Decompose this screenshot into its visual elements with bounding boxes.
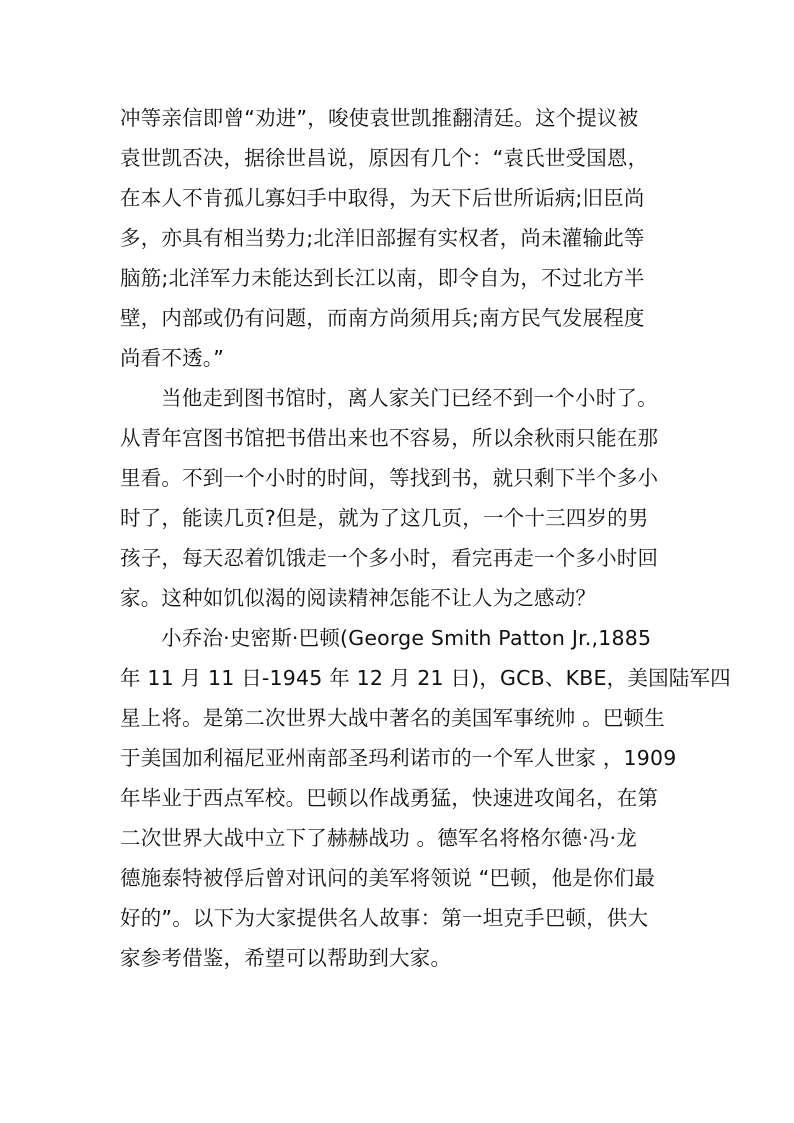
text-line: 孩子，每天忍着饥饿走一个多小时，看完再走一个多小时回 xyxy=(120,546,659,570)
document-body xyxy=(120,98,731,978)
text-line: 年毕业于西点军校。巴顿以作战勇猛，快速进攻闻名，在第 xyxy=(120,786,659,810)
text-line: 于美国加利福尼亚州南部圣玛利诺市的一个军人世家 ，1909 xyxy=(120,746,677,770)
text-line: 多，亦具有相当势力;北洋旧部握有实权者，尚未灌输此等 xyxy=(120,226,645,250)
text-line: 冲等亲信即曾“劝进”，唆使袁世凯推翻清廷。这个提议被 xyxy=(120,106,639,130)
text-line: 星上将。是第二次世界大战中著名的美国军事统帅 。巴顿生 xyxy=(120,706,665,730)
paragraph-1 xyxy=(120,98,680,378)
text-line: 家。这种如饥似渴的阅读精神怎能不让人为之感动？ xyxy=(120,586,597,610)
text-line: 从青年宫图书馆把书借出来也不容易，所以余秋雨只能在那 xyxy=(120,426,659,450)
paragraph-3 xyxy=(120,618,731,978)
text-line: 时了，能读几页?但是，就为了这几页，一个十三四岁的男 xyxy=(120,506,649,530)
text-line: 当他走到图书馆时，离人家关门已经不到一个小时了。 xyxy=(161,386,658,410)
text-line: 壁，内部或仍有问题，而南方尚须用兵;南方民气发展程度 xyxy=(120,306,645,330)
text-line: 二次世界大战中立下了赫赫战功 。德军名将格尔德·冯·龙 xyxy=(120,826,637,850)
text-line: 德施泰特被俘后曾对讯问的美军将领说 “巴顿，他是你们最 xyxy=(120,866,656,890)
text-line: 在本人不肯孤儿寡妇手中取得，为天下后世所诟病;旧臣尚 xyxy=(120,186,645,210)
text-line: 家参考借鉴，希望可以帮助到大家。 xyxy=(120,946,452,970)
text-line: 里看。不到一个小时的时间，等找到书，就只剩下半个多小 xyxy=(120,466,659,490)
text-line: 袁世凯否决，据徐世昌说，原因有几个：“袁氏世受国恩， xyxy=(120,146,649,170)
text-line: 脑筋;北洋军力未能达到长江以南，即令自为，不过北方半 xyxy=(120,266,645,290)
paragraph-2 xyxy=(120,378,680,618)
text-line: 好的”。以下为大家提供名人故事：第一坦克手巴顿，供大 xyxy=(120,906,649,930)
text-line: 年 11 月 11 日-1945 年 12 月 21 日)，GCB、KBE，美国陆军四 xyxy=(120,666,731,690)
text-line: 小乔治·史密斯·巴顿(George Smith Patton Jr.,1885 xyxy=(161,626,652,650)
text-line: 尚看不透。” xyxy=(120,346,225,370)
